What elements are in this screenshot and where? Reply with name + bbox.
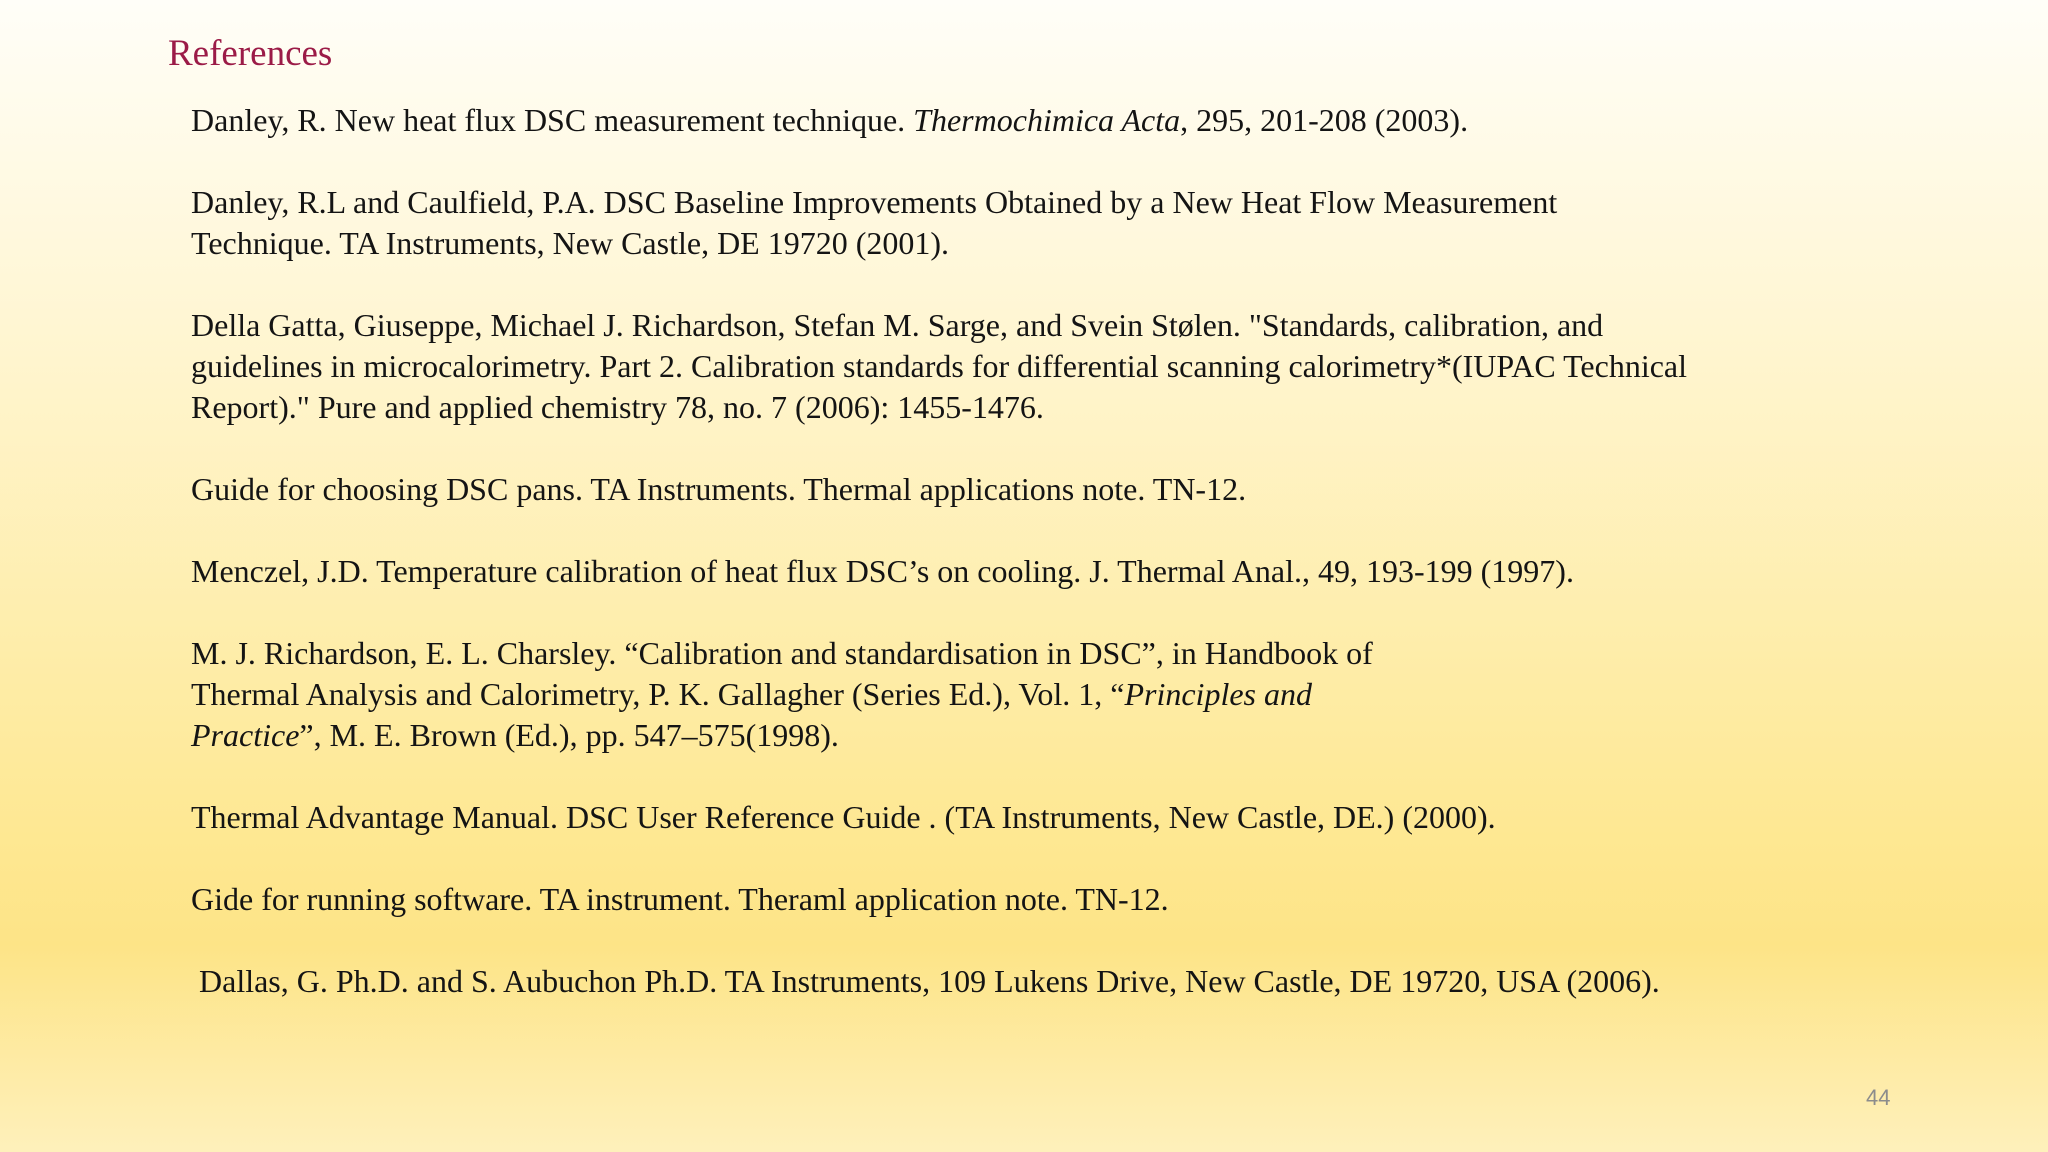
reference-item: [191, 182, 2031, 264]
reference-item: [191, 100, 2031, 141]
page-number: 44: [1866, 1085, 1891, 1110]
reference-italic-text: Principles and: [1124, 676, 1312, 712]
reference-line: [191, 223, 2031, 264]
reference-line: [199, 961, 2031, 1002]
reference-line: [191, 879, 2031, 920]
reference-italic-text: Practice: [191, 717, 300, 753]
reference-line: [191, 797, 2031, 838]
reference-line: [191, 715, 2031, 756]
reference-item: [191, 633, 2031, 756]
reference-text: Report)." Pure and applied chemistry 78, no. 7 (2006): 1455-1476.: [191, 389, 1044, 425]
reference-text: Thermal Advantage Manual. DSC User Reference Guide . (TA Instruments, New Castle, DE.) (2000).: [191, 799, 1496, 835]
slide-title: References: [168, 33, 333, 74]
reference-item: [191, 469, 2031, 510]
reference-line: [191, 346, 2031, 387]
reference-text: Menczel, J.D. Temperature calibration of heat flux DSC’s on cooling. J. Thermal Anal., 49, 193-199 (1997).: [191, 553, 1574, 589]
reference-text: Gide for running software. TA instrument. Theraml application note. TN-12.: [191, 881, 1169, 917]
reference-line: [191, 100, 2031, 141]
reference-line: [191, 387, 2031, 428]
reference-line: [191, 551, 2031, 592]
reference-item: [191, 879, 2031, 920]
reference-line: [191, 469, 2031, 510]
reference-item: [191, 961, 2031, 1002]
reference-text: Thermal Analysis and Calorimetry, P. K. Gallagher (Series Ed.), Vol. 1, “: [191, 676, 1125, 712]
reference-text: Danley, R. New heat flux DSC measurement technique.: [191, 102, 914, 138]
reference-text: Guide for choosing DSC pans. TA Instruments. Thermal applications note. TN-12.: [191, 471, 1247, 507]
reference-line: [191, 633, 2031, 674]
reference-line: [191, 182, 2031, 223]
reference-text: Dallas, G. Ph.D. and S. Aubuchon Ph.D. TA Instruments, 109 Lukens Drive, New Castle, DE 19720, USA (2006).: [199, 963, 1660, 999]
reference-item: [191, 305, 2031, 428]
reference-line: [191, 305, 2031, 346]
reference-text: Danley, R.L and Caulfield, P.A. DSC Baseline Improvements Obtained by a New Heat Flow Measurement: [191, 184, 1558, 220]
reference-line: [191, 674, 2031, 715]
reference-text: Della Gatta, Giuseppe, Michael J. Richardson, Stefan M. Sarge, and Svein Stølen. "Standards, calibration, and: [191, 307, 1604, 343]
reference-text: M. J. Richardson, E. L. Charsley. “Calibration and standardisation in DSC”, in Handbook of: [191, 635, 1373, 671]
reference-text: , 295, 201-208 (2003).: [1180, 102, 1469, 138]
reference-item: [191, 551, 2031, 592]
reference-item: [191, 797, 2031, 838]
reference-text: guidelines in microcalorimetry. Part 2. Calibration standards for differential scanning calorimetry*(IUPAC Technical: [191, 348, 1688, 384]
reference-italic-text: Thermochimica Acta: [913, 102, 1181, 138]
reference-text: Technique. TA Instruments, New Castle, DE 19720 (2001).: [191, 225, 950, 261]
reference-list: [191, 100, 2031, 1002]
reference-text: ”, M. E. Brown (Ed.), pp. 547–575(1998).: [299, 717, 839, 753]
